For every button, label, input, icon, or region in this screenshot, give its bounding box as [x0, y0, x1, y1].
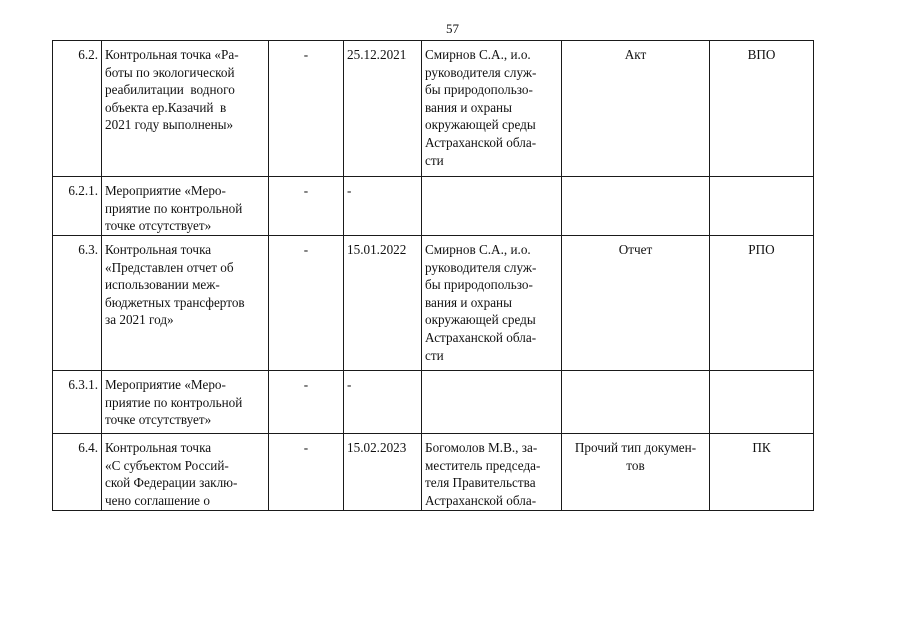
item-name-line: Мероприятие «Меро- [105, 377, 226, 392]
page-number: 57 [446, 21, 459, 36]
item-name-line: Мероприятие «Меро- [105, 183, 226, 198]
item-name-line: Контрольная точка [105, 242, 212, 257]
item-name [102, 41, 269, 177]
item-name [102, 434, 269, 511]
item-number: 6.2.1. [53, 177, 102, 236]
item-number: 6.4. [53, 434, 102, 511]
table-body [53, 41, 814, 511]
item-organization [710, 371, 814, 434]
item-document-type-line: Отчет [618, 242, 653, 257]
item-document-type [562, 434, 710, 511]
table-row [53, 177, 814, 236]
item-responsible-line: Смирнов С.А., и.о. [425, 47, 531, 62]
item-responsible-line: вания и охраны [425, 294, 512, 310]
item-responsible-line: окружающей среды [425, 117, 536, 133]
item-date: 25.12.2021 [344, 41, 422, 177]
item-responsible-line: Богомолов М.В., за- [425, 440, 538, 455]
item-document-type [562, 177, 710, 236]
item-responsible-line: сти [425, 152, 444, 168]
item-name-line: ской Федерации заклю- [105, 475, 238, 491]
item-name-line: приятие по контрольной [105, 200, 243, 216]
item-name-line: чено соглашение о [105, 492, 210, 508]
item-column-3: - [269, 41, 344, 177]
item-responsible [422, 434, 562, 511]
item-name-line: использовании меж- [105, 277, 220, 293]
item-column-3: - [269, 177, 344, 236]
item-name-line: за 2021 год» [105, 312, 174, 328]
item-document-type-line: тов [626, 457, 645, 473]
item-column-3: - [269, 371, 344, 434]
item-number: 6.3. [53, 236, 102, 371]
table-row [53, 41, 814, 177]
item-name-line: 2021 году выполнены» [105, 117, 234, 133]
item-number: 6.2. [53, 41, 102, 177]
item-document-type [562, 371, 710, 434]
item-name-line: объекта ер.Казачий в [105, 99, 227, 115]
item-name-line: реабилитации водного [105, 82, 235, 98]
item-name-line: боты по экологической [105, 64, 235, 80]
item-date: 15.01.2022 [344, 236, 422, 371]
item-name-line: «Представлен отчет об [105, 259, 234, 275]
item-responsible-line: сти [425, 347, 444, 363]
item-responsible-line: Астраханской обла- [425, 492, 537, 508]
item-responsible-line: бы природопользо- [425, 82, 533, 98]
table-row [53, 236, 814, 371]
item-document-type [562, 236, 710, 371]
item-organization: ПК [710, 434, 814, 511]
item-name [102, 236, 269, 371]
item-document-type-line: Прочий тип докумен- [574, 440, 697, 455]
item-name-line: «С субъектом Россий- [105, 457, 229, 473]
item-responsible [422, 371, 562, 434]
item-date: - [344, 177, 422, 236]
item-name-line: приятие по контрольной [105, 394, 243, 410]
item-date: 15.02.2023 [344, 434, 422, 511]
item-name [102, 371, 269, 434]
item-date: - [344, 371, 422, 434]
item-responsible [422, 236, 562, 371]
item-responsible-line: теля Правительства [425, 475, 536, 491]
item-name-line: Контрольная точка «Ра- [105, 47, 239, 62]
item-document-type-line: Акт [624, 47, 647, 62]
item-responsible [422, 41, 562, 177]
item-number: 6.3.1. [53, 371, 102, 434]
item-responsible [422, 177, 562, 236]
control-points-table [52, 40, 814, 511]
item-name-line: точке отсутствует» [105, 218, 212, 234]
item-name-line: бюджетных трансфертов [105, 294, 245, 310]
item-column-3: - [269, 434, 344, 511]
table-row [53, 434, 814, 511]
item-name-line: точке отсутствует» [105, 412, 212, 428]
item-name [102, 177, 269, 236]
item-organization [710, 177, 814, 236]
item-responsible-line: Астраханской обла- [425, 134, 537, 150]
item-column-3: - [269, 236, 344, 371]
item-responsible-line: меститель председа- [425, 457, 541, 473]
item-responsible-line: руководителя служ- [425, 259, 537, 275]
item-organization: ВПО [710, 41, 814, 177]
item-responsible-line: Астраханской обла- [425, 329, 537, 345]
table-row [53, 371, 814, 434]
item-responsible-line: вания и охраны [425, 99, 512, 115]
item-name-line: Контрольная точка [105, 440, 212, 455]
item-responsible-line: бы природопользо- [425, 277, 533, 293]
item-organization: РПО [710, 236, 814, 371]
item-document-type [562, 41, 710, 177]
item-responsible-line: Смирнов С.А., и.о. [425, 242, 531, 257]
item-responsible-line: окружающей среды [425, 312, 536, 328]
item-responsible-line: руководителя служ- [425, 64, 537, 80]
